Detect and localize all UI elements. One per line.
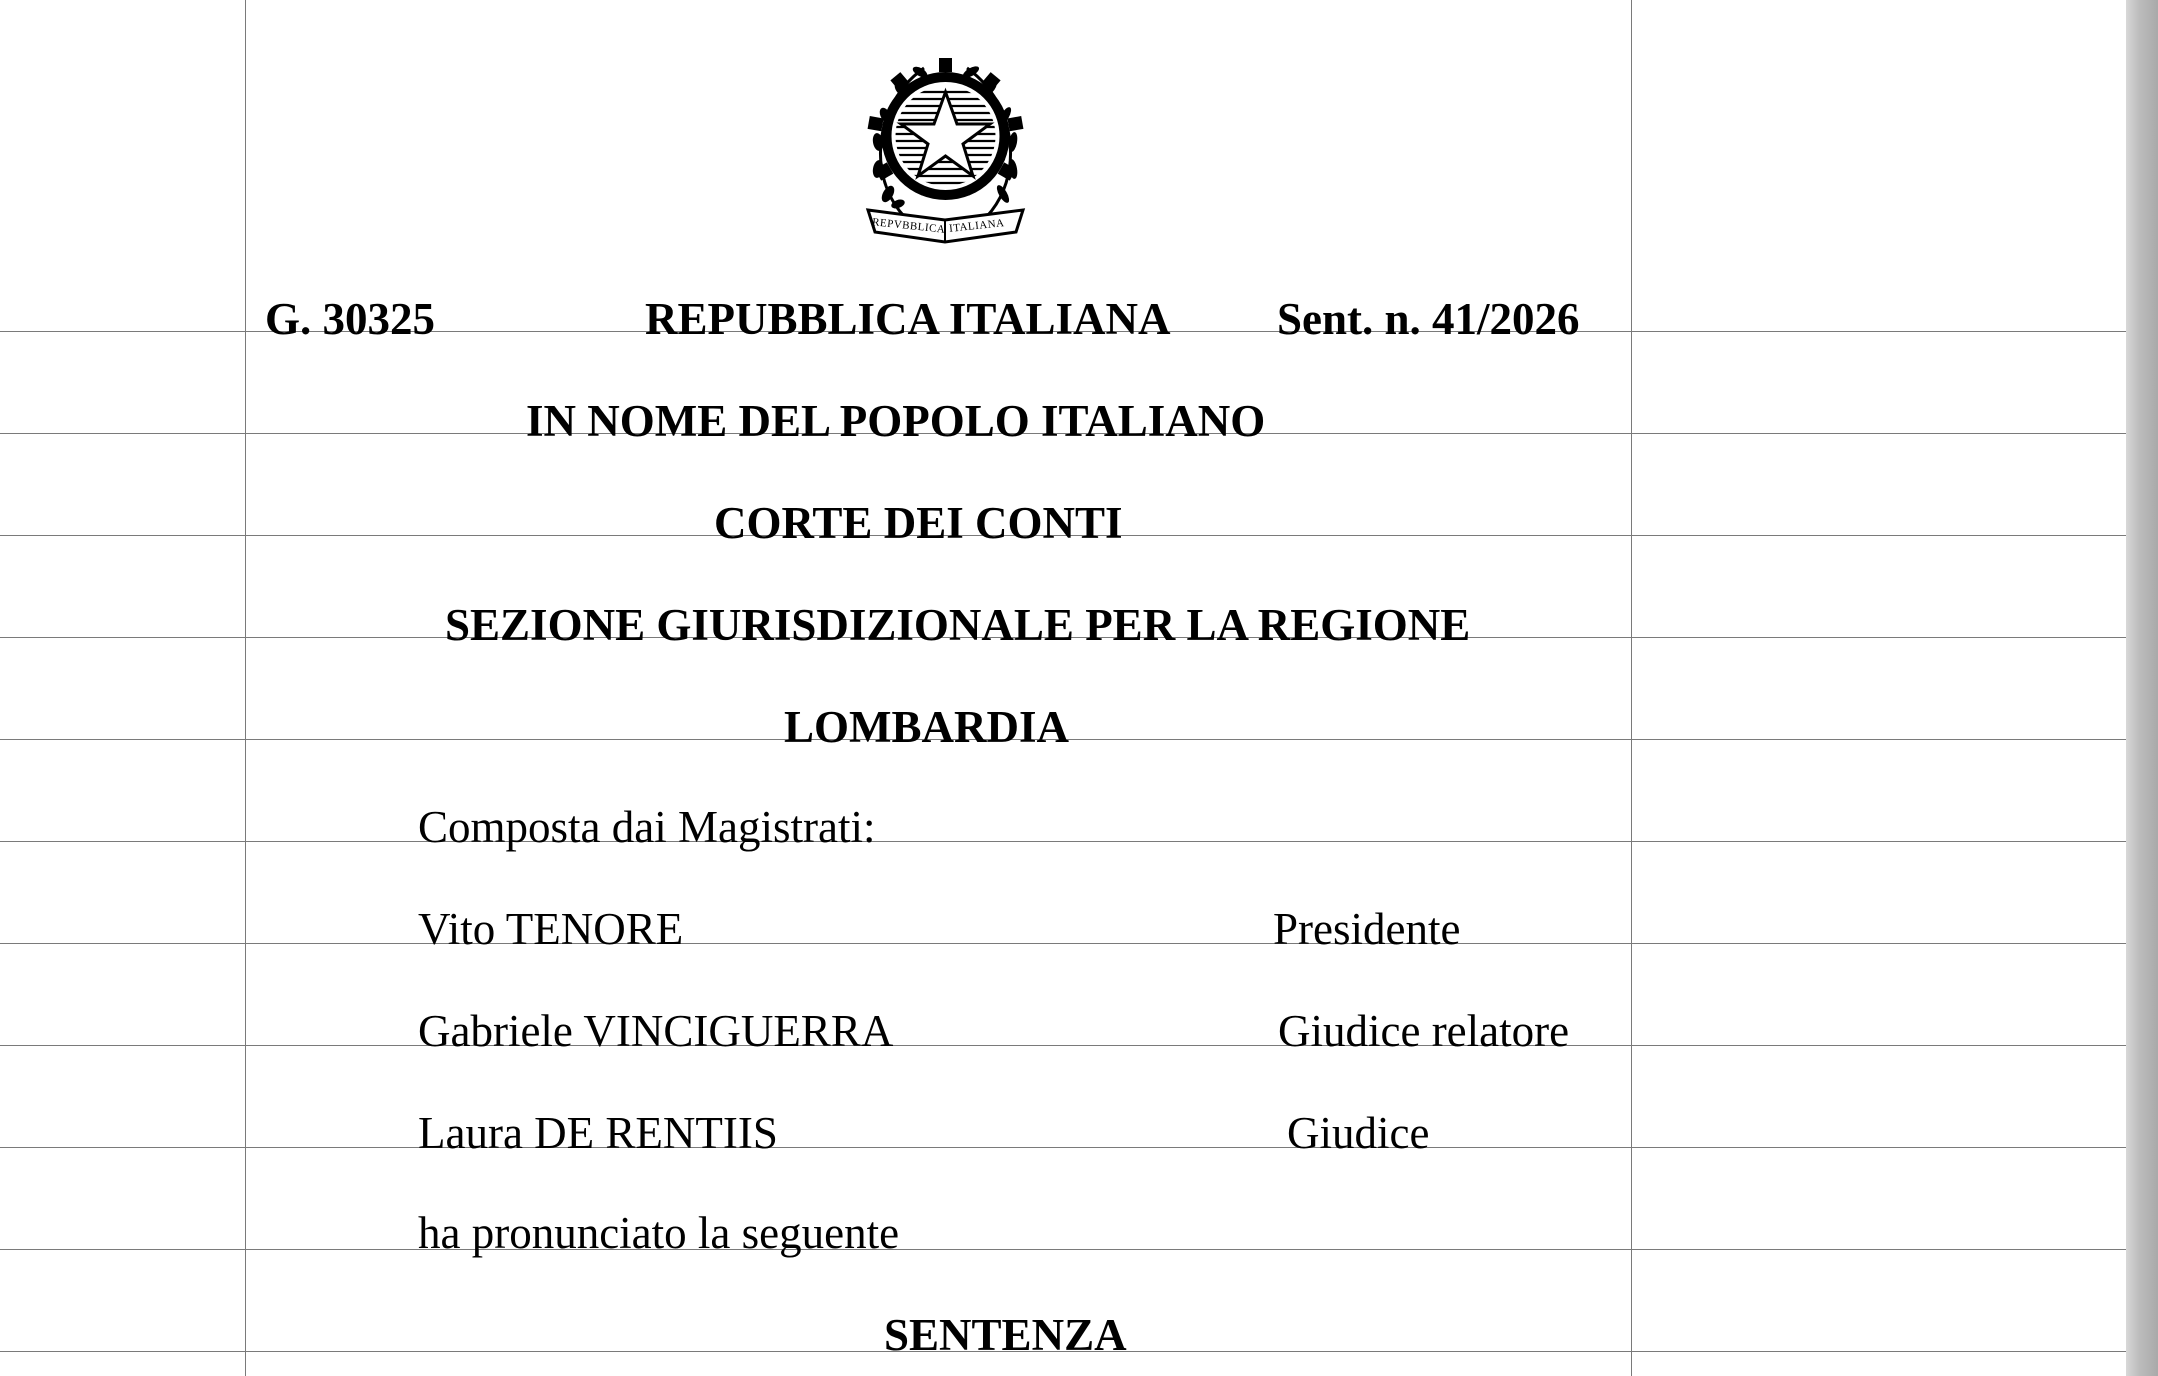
member-name: Vito TENORE (418, 904, 684, 954)
member-role: Giudice (1287, 1108, 1430, 1158)
emblem-ribbon-right: ITALIANA (948, 217, 1006, 235)
sezione-heading: SEZIONE GIURISDIZIONALE PER LA REGIONE (445, 600, 1471, 650)
member-role: Presidente (1273, 904, 1461, 954)
popolo-heading: IN NOME DEL POPOLO ITALIANO (526, 396, 1266, 446)
member-name: Laura DE RENTIIS (418, 1108, 778, 1158)
composition-intro: Composta dai Magistrati: (418, 802, 876, 852)
left-margin-line (245, 0, 246, 1376)
member-role: Giudice relatore (1278, 1006, 1570, 1056)
republic-heading: REPUBBLICA ITALIANA (645, 294, 1171, 344)
regione-heading: LOMBARDIA (784, 702, 1070, 752)
ruled-line (0, 841, 2126, 842)
corte-heading: CORTE DEI CONTI (714, 498, 1123, 548)
ruled-line (0, 1045, 2126, 1046)
emblema-repubblica-italiana-icon (858, 44, 1033, 244)
right-margin-line (1631, 0, 1632, 1376)
ruled-line (0, 1249, 2126, 1250)
sentenza-number: Sent. n. 41/2026 (1277, 294, 1580, 344)
sentenza-heading: SENTENZA (884, 1310, 1127, 1360)
emblem-ribbon-left: REPVBBLICA (871, 216, 946, 236)
window-scroll-edge[interactable] (2126, 0, 2158, 1376)
registro-number: G. 30325 (265, 294, 436, 344)
pronounced-text: ha pronunciato la seguente (418, 1208, 900, 1258)
ruled-line (0, 943, 2126, 944)
ruled-line (0, 1147, 2126, 1148)
member-name: Gabriele VINCIGUERRA (418, 1006, 894, 1056)
